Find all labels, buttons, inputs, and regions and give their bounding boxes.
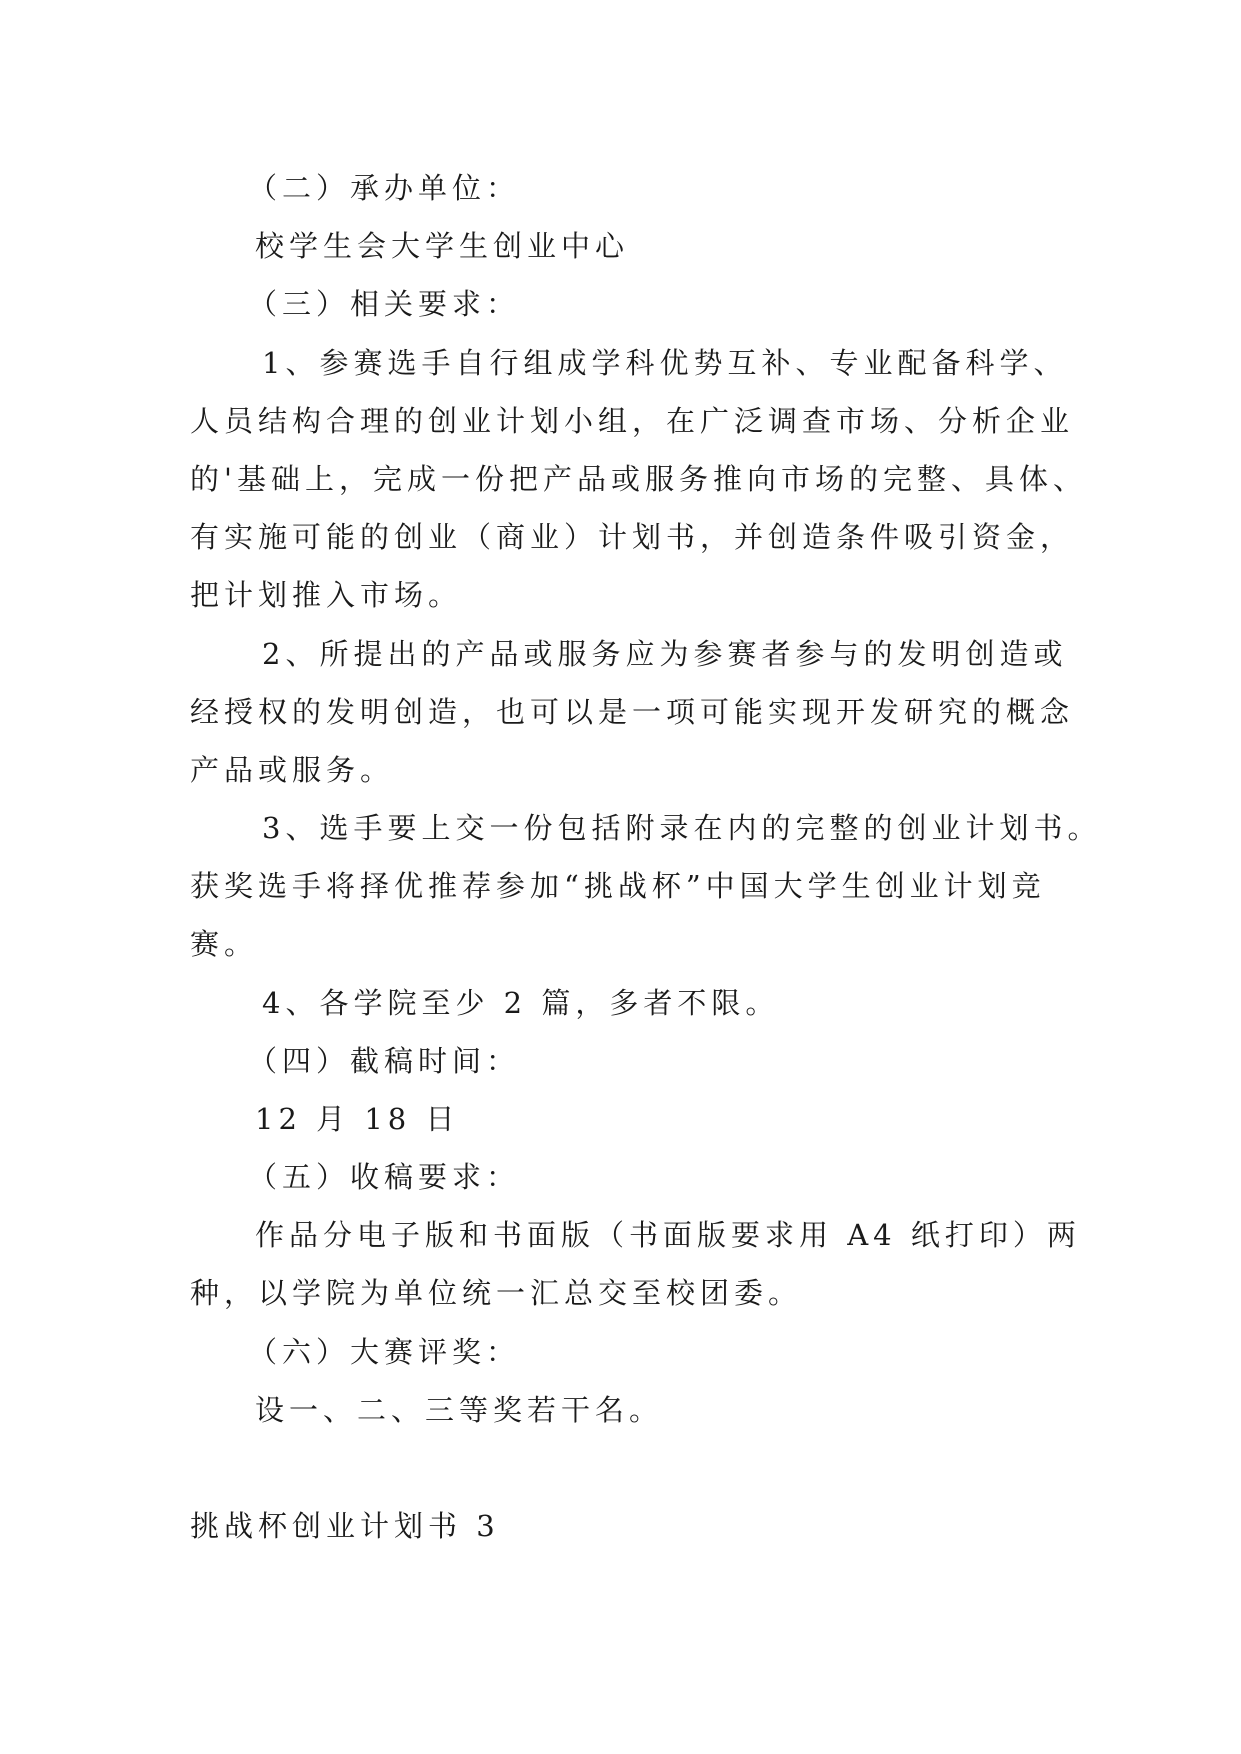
paragraph-line: 1、参赛选手自行组成学科优势互补、专业配备科学、 (262, 346, 1068, 380)
paragraph-line: 种，以学院为单位统一汇总交至校团委。 (190, 1276, 803, 1310)
paragraph-line: 把计划推入市场。 (190, 578, 463, 612)
paragraph-line: 的'基础上，完成一份把产品或服务推向市场的完整、具体、 (190, 462, 1087, 496)
section-heading-organizer: （二）承办单位： (248, 171, 521, 205)
deadline-date: 12 月 18 日 (255, 1102, 460, 1136)
organizer-name: 校学生会大学生创业中心 (255, 229, 630, 263)
paragraph-line: 2、所提出的产品或服务应为参赛者参与的发明创造或 (262, 637, 1068, 671)
paragraph-line: 有实施可能的创业（商业）计划书，并创造条件吸引资金， (190, 520, 1075, 554)
paragraph-line: 经授权的发明创造，也可以是一项可能实现开发研究的概念 (190, 695, 1075, 729)
next-section-title: 挑战杯创业计划书 3 (190, 1509, 500, 1543)
awards-text: 设一、二、三等奖若干名。 (255, 1393, 664, 1427)
section-heading-awards: （六）大赛评奖： (248, 1335, 521, 1369)
paragraph-line: 作品分电子版和书面版（书面版要求用 A4 纸打印）两 (255, 1218, 1081, 1252)
section-heading-requirements: （三）相关要求： (248, 287, 521, 321)
section-heading-deadline: （四）截稿时间： (248, 1044, 521, 1078)
paragraph-line: 人员结构合理的创业计划小组，在广泛调查市场、分析企业 (190, 404, 1075, 438)
paragraph-line: 4、各学院至少 2 篇，多者不限。 (262, 986, 780, 1020)
paragraph-line: 3、选手要上交一份包括附录在内的完整的创业计划书。 (262, 811, 1102, 845)
paragraph-line: 获奖选手将择优推荐参加“挑战杯”中国大学生创业计划竞 (190, 869, 1046, 903)
paragraph-line: 赛。 (190, 927, 259, 961)
paragraph-line: 产品或服务。 (190, 753, 395, 787)
section-heading-submission: （五）收稿要求： (248, 1160, 521, 1194)
